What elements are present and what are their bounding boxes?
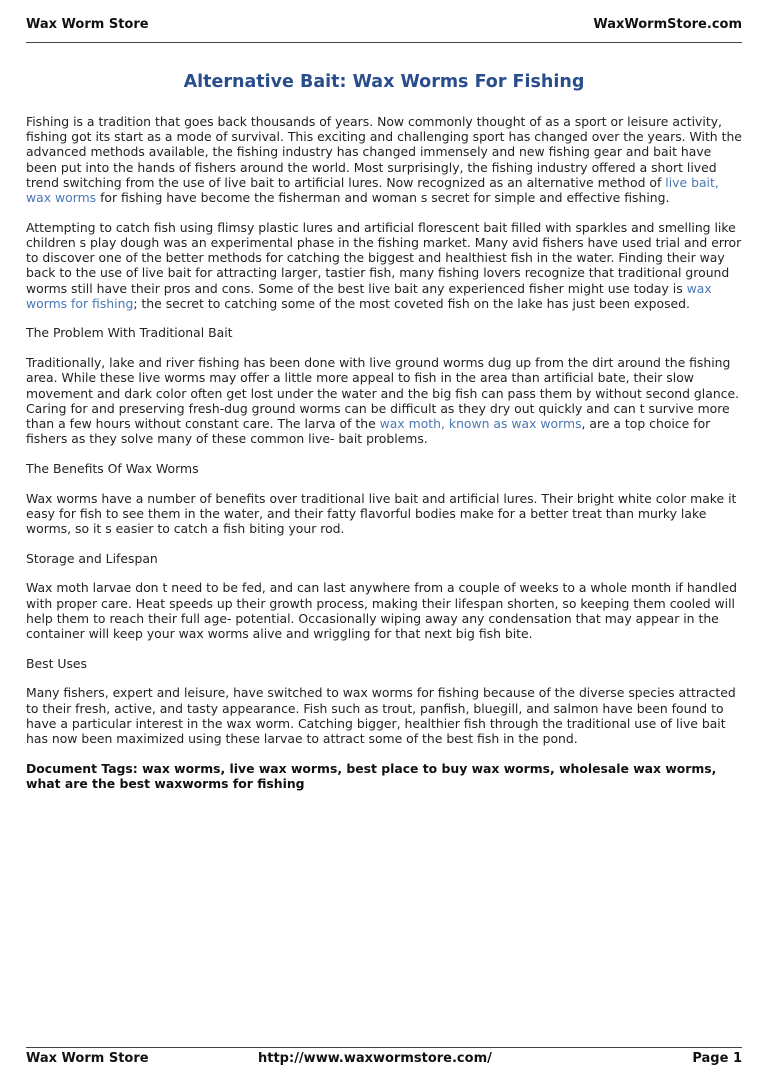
page-title: Alternative Bait: Wax Worms For Fishing [183, 72, 585, 92]
document-tags: Document Tags: wax worms, live wax worms, best place to buy wax worms, wholesale wax worms, what are the best waxworms for fishing [26, 760, 717, 791]
paragraph-intro: Fishing is a tradition that goes back thousands of years. Now commonly thought of as a sport or leisure activity, fishing got its start as a mode of survival. This exciting and challenging sport has changed over the years. With the advanced methods available, the fishing industry has changed immensely and new fishing gear and bait have been put into the hands of fishers around the world. Most surprisingly, the fishing industry offered a short lived trend switching from the use of live bait to artificial lures. Now recognized as an alternative method of live bait, wax worms for fishing have become the fisherman and woman s secret for simple and effective fishing. [26, 114, 742, 206]
header-site-name: Wax Worm Store [26, 17, 149, 32]
paragraph-traditional: Traditionally, lake and river fishing has been done with live ground worms dug up from the dirt around the fishing area. While these live worms may offer a little more appeal to fish in the area than artificial bate, their slow movement and dark color often get lost under the water and the big fish can pass them by without second glance. Caring for and preserving fresh-dug ground worms can be difficult as they dry out quickly and can t survive more than a few hours without constant care. The larva of the wax moth, known as wax worms, are a top choice for fishers as they solve many of these common live- bait problems. [26, 355, 740, 447]
wax-worms-for-fishing-link[interactable]: wax worms for fishing [26, 280, 712, 311]
paragraph-attempting: Attempting to catch fish using flimsy plastic lures and artificial florescent bait filled with sparkles and smelling like children s play dough was an experimental phase in the fishing market. Many avid fishers have used trial and error to discover one of the better methods for catching the biggest and healthiest fish in the water. Finding their way back to the use of live bait for attracting larger, tastier fish, many fishing lovers recognize that traditional ground worms still have their pros and cons. Some of the best live bait any experienced fisher might use today is wax worms for fishing; the secret to catching some of the most coveted fish on the lake has just been exposed. [26, 219, 742, 311]
paragraph-storage: Wax moth larvae don t need to be fed, and can last anywhere from a couple of weeks to a whole month if handled with proper care. Heat speeds up their growth process, making their lifespan shorten, so keeping them cooled will help them to reach their full age- potential. Occasionally wiping away any condensation that may appear in the container will keep your wax worms alive and wriggling for that next big fish bite. [26, 580, 737, 641]
heading-storage: Storage and Lifespan [26, 550, 158, 566]
page-header [26, 15, 742, 45]
footer-url: http://www.waxwormstore.com/ [258, 1051, 492, 1066]
header-site-url: WaxWormStore.com [593, 17, 742, 32]
footer-divider [26, 1047, 742, 1048]
wax-moth-link[interactable]: wax moth, known as wax worms [379, 415, 582, 431]
live-bait-link[interactable]: live bait, wax worms [26, 174, 719, 206]
paragraph-benefits: Wax worms have a number of benefits over traditional live bait and artificial lures. Their bright white color make it easy for fish to see them in the water, and their fatty flavorful bodies make for a better treat than murky lake worms, so it s easier to catch a fish biting your rod. [26, 490, 737, 536]
article-body [26, 114, 746, 806]
heading-benefits: The Benefits Of Wax Worms [26, 460, 199, 476]
page-number: Page 1 [692, 1051, 742, 1066]
paragraph-best-uses: Many fishers, expert and leisure, have switched to wax worms for fishing because of the diverse species attracted to their fresh, active, and tasty appearance. Fish such as trout, panfish, bluegill, and salmon have been found to have a particular interest in the wax worm. Catching bigger, healthier fish through the traditional use of live bait has now been maximized using these larvae to attract some of the best fish in the pond. [26, 685, 736, 746]
header-divider [26, 42, 742, 43]
footer-site-name: Wax Worm Store [26, 1051, 149, 1066]
heading-best-uses: Best Uses [26, 655, 87, 671]
page-footer [26, 1051, 742, 1073]
heading-problem: The Problem With Traditional Bait [26, 325, 233, 341]
